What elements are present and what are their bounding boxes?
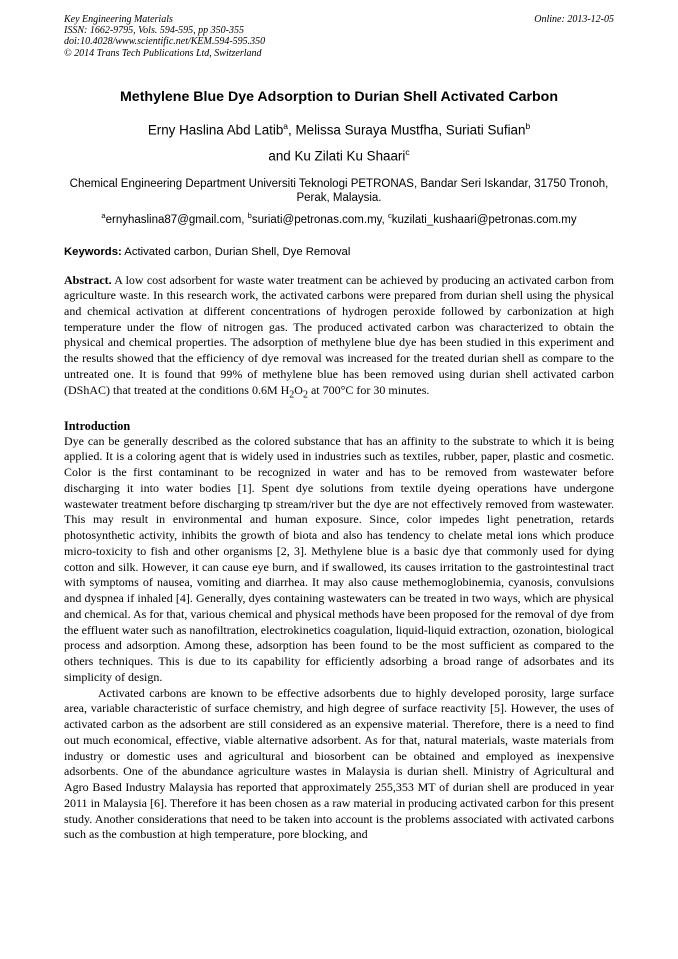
- copyright-line: © 2014 Trans Tech Publications Ltd, Switzerland: [64, 47, 262, 59]
- email-a-sup: a: [101, 210, 106, 220]
- keywords-text: Activated carbon, Durian Shell, Dye Removal: [121, 245, 351, 258]
- affiliation: Chemical Engineering Department Universiti Teknologi PETRONAS, Bandar Seri Iskandar, 31750 Tronoh, Perak, Malaysia.: [69, 177, 609, 204]
- email-c-sup: c: [387, 210, 392, 220]
- author-1: Erny Haslina Abd Latib: [147, 122, 284, 138]
- journal-name: Key Engineering Materials: [64, 14, 173, 25]
- email-b: suriati@petronas.com.my,: [251, 213, 388, 226]
- email-c: kuzilati_kushaari@petronas.com.my: [391, 213, 577, 226]
- paper-page: [64, 14, 614, 843]
- abstract-label: Abstract.: [64, 272, 112, 287]
- doi-line: doi:10.4028/www.scientific.net/KEM.594-595.350: [64, 36, 266, 48]
- issn-line: ISSN: 1662-9795, Vols. 594-595, pp 350-355: [64, 25, 244, 37]
- email-b-sup: b: [247, 210, 252, 220]
- author-4: and Ku Zilati Ku Shaari: [268, 148, 406, 164]
- author-1-sup: a: [283, 120, 289, 131]
- abstract: [64, 273, 614, 403]
- online-date: Online: 2013-12-05: [534, 14, 614, 25]
- introduction-heading: Introduction: [64, 418, 131, 433]
- abstract-text: A low cost adsorbent for waste water treatment can be achieved by producing an activated carbon from agriculture waste. In this research work, the activated carbons were prepared from durian shell using the physical and chemical activation at different concentrations of hydrogen peroxide followed by carbonization at high temperature under the flow of nitrogen gas. The produced activated carbon was characterized to obtain the physical and chemical properties. The adsorption of methylene blue dye has been studied in this experiment and the results showed that the efficiency of dye removal was increased for the treated durian shell as compare to the untreated one. It is found that 99% of methylene blue has been removed using durian shell activated carbon (DShAC) that treated at the conditions 0.6M H: [64, 272, 614, 397]
- email-list: [64, 211, 614, 226]
- abstract-text-end: at 700°C for 30 minutes.: [307, 382, 430, 397]
- keywords-label: Keywords:: [64, 245, 122, 258]
- introduction-paragraph-2: Activated carbons are known to be effective adsorbents due to highly developed porosity, large surface area, variable characteristic of surface chemistry, and high degree of surface reactivity [5]. However, the uses of activated carbon as the adsorbent are still considered as an expensive material. Therefore, there is a need to find out much economical, effective, viable alternative adsorbent. As for that, natural materials, waste materials from industry or domestic uses and agricultural and biosorbent can be obtained and employed as inexpensive adsorbents. One of the abundance agriculture wastes in Malaysia is durian shell. Ministry of Agricultural and Agro Based Industry Malaysia has reported that approximately 255,353 MT of durian shell are produced in year 2011 in Malaysia [6]. Therefore it has been chosen as a raw material in producing activated carbon for this present study. Another considerations that need to be taken into account is the problems associated with activated carbons such as the combustion at high temperature, pore blocking, and: [64, 685, 614, 842]
- abstract-sub-1: 2: [289, 388, 295, 400]
- author-3-sup: b: [525, 120, 531, 131]
- journal-header: [64, 14, 614, 59]
- author-list: [64, 115, 614, 168]
- abstract-o: O: [294, 382, 303, 397]
- email-a: ernyhaslina87@gmail.com,: [105, 213, 248, 226]
- author-2-3: , Melissa Suraya Mustfha, Suriati Sufian: [288, 122, 526, 138]
- keywords-line: [64, 246, 614, 258]
- author-4-sup: c: [405, 147, 410, 158]
- paper-title: Methylene Blue Dye Adsorption to Durian Shell Activated Carbon: [119, 88, 559, 105]
- introduction-paragraph-1: Dye can be generally described as the colored substance that has an affinity to the substrate to which it is being applied. It is a coloring agent that is widely used in industries such as textiles, rubber, paper, plastic and cosmetic. Color is the first contaminant to be recognized in water and has to be removed from wastewater before discharging it into water bodies [1]. Spent dye solutions from textile dyeing operations have undergone wastewater treatment before discharging tp stream/river but the dye are not effectively removed from wastewater. This may result in environmental and human exposure. Since, color impedes light penetration, retards photosynthetic activity, inhibits the growth of biota and also has tendency to chelate metal ions which produce micro-toxicity to fish and other organisms [2, 3]. Methylene blue is a basic dye that commonly used for dying cotton and silk. However, it can cause eye burn, and if swallowed, its causes irritation to the gastrointestinal tract with symptoms of nausea, vomiting and diarrhea. It may also cause methemoglobinemia, cyanosis, convulsions and dyspnea if inhaled [4]. Generally, dyes containing wastewaters can be treated in two ways, which are physical and chemical. As for that, various chemical and physical methods have been proposed for the removal of dye from the effluent water such as nanofiltration, electrokinetics coagulation, liquid-liquid extraction, ozonation, biological process and adsorption. Among these, adsorption has been found to be the most sufficient as compared to the others techniques. This is due to its capability for efficiently adsorbing a broad range of adsorbates and its simplicity of design.: [64, 433, 614, 684]
- abstract-sub-2: 2: [302, 388, 308, 400]
